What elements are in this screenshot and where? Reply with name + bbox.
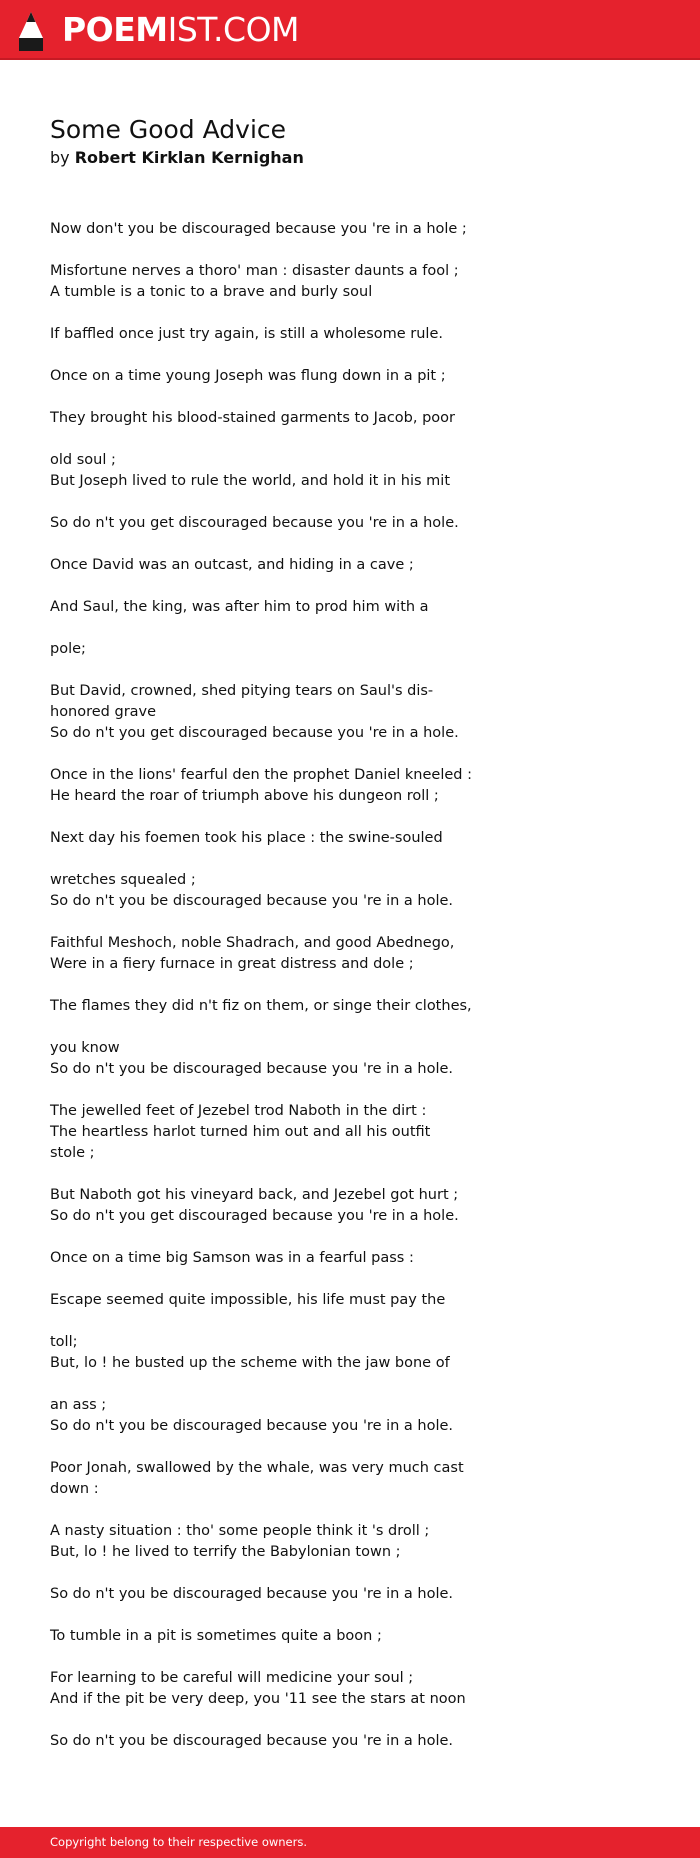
poem-line: So do n't you be discouraged because you 're in a hole.: [50, 1586, 454, 1602]
site-header: [0, 0, 700, 60]
poem-line: If baffled once just try again, is still a wholesome rule.: [50, 326, 443, 342]
stanza-gap: [50, 1563, 470, 1584]
stanza-gap: [50, 618, 470, 639]
footer-copyright: Copyright belong to their respective owners.: [50, 1835, 308, 1849]
poem-line: So do n't you get discouraged because you 're in a hole.: [50, 1208, 459, 1224]
poem-line: So do n't you get discouraged because you 're in a hole.: [50, 515, 459, 531]
poem-line: So do n't you be discouraged because you 're in a hole.: [50, 1061, 454, 1077]
stanza-gap: [50, 1374, 470, 1395]
poem-line: honored grave: [50, 704, 157, 720]
site-logo[interactable]: [62, 10, 299, 50]
stanza-gap: [50, 1080, 470, 1101]
poem-line: The jewelled feet of Jezebel trod Naboth in the dirt :: [50, 1103, 427, 1119]
poem-line: pole;: [50, 641, 86, 657]
poem-line: To tumble in a pit is sometimes quite a boon ;: [50, 1628, 382, 1644]
poem-line: old soul ;: [50, 452, 116, 468]
stanza-gap: [50, 534, 470, 555]
stanza-gap: [50, 1164, 470, 1185]
stanza-gap: [50, 975, 470, 996]
poem-line: Escape seemed quite impossible, his life must pay the: [50, 1292, 446, 1308]
poem-line: So do n't you get discouraged because you 're in a hole.: [50, 725, 459, 741]
poem-line: He heard the roar of triumph above his dungeon roll ;: [50, 788, 439, 804]
stanza-gap: [50, 660, 470, 681]
poem-line: A tumble is a tonic to a brave and burly soul: [50, 284, 373, 300]
stanza-gap: [50, 240, 470, 261]
site-footer: [0, 1827, 700, 1858]
stanza-gap: [50, 1437, 470, 1458]
poem-byline: [50, 147, 304, 169]
poem-line: They brought his blood-stained garments to Jacob, poor: [50, 410, 456, 426]
poem-line: Faithful Meshoch, noble Shadrach, and good Abednego,: [50, 935, 455, 951]
poem-line: an ass ;: [50, 1397, 107, 1413]
poem-line: The flames they did n't fiz on them, or singe their clothes,: [50, 998, 472, 1014]
stanza-gap: [50, 1227, 470, 1248]
poem-title: Some Good Advice: [50, 115, 287, 144]
poem-line: down :: [50, 1481, 99, 1497]
poem-line: For learning to be careful will medicine your soul ;: [50, 1670, 414, 1686]
poem-line: But Naboth got his vineyard back, and Jezebel got hurt ;: [50, 1187, 459, 1203]
poem-line: And Saul, the king, was after him to prod him with a: [50, 599, 429, 615]
poem-line: But, lo ! he busted up the scheme with the jaw bone of: [50, 1355, 450, 1371]
poem-line: Now don't you be discouraged because you 're in a hole ;: [50, 221, 467, 237]
poem-author[interactable]: Robert Kirklan Kernighan: [74, 148, 304, 167]
poem-line: toll;: [50, 1334, 78, 1350]
stanza-gap: [50, 1269, 470, 1290]
stanza-gap: [50, 807, 470, 828]
poem-line: you know: [50, 1040, 120, 1056]
poem-line: So do n't you be discouraged because you 're in a hole.: [50, 1733, 454, 1749]
logo-light-text: IST.COM: [167, 10, 300, 49]
poem-line: Poor Jonah, swallowed by the whale, was very much cast: [50, 1460, 464, 1476]
stanza-gap: [50, 849, 470, 870]
poem-line: Next day his foemen took his place : the swine-souled: [50, 830, 443, 846]
stanza-gap: [50, 1500, 470, 1521]
stanza-gap: [50, 744, 470, 765]
stanza-gap: [50, 303, 470, 324]
logo-bold-text: POEM: [62, 10, 168, 49]
poem-line: So do n't you be discouraged because you 're in a hole.: [50, 1418, 454, 1434]
poem-line: But Joseph lived to rule the world, and hold it in his mit: [50, 473, 451, 489]
poem-line: Once David was an outcast, and hiding in a cave ;: [50, 557, 414, 573]
poem-line: stole ;: [50, 1145, 95, 1161]
poem-line: So do n't you be discouraged because you 're in a hole.: [50, 893, 454, 909]
poem-line: Were in a fiery furnace in great distress and dole ;: [50, 956, 414, 972]
poem-line: Once in the lions' fearful den the prophet Daniel kneeled :: [50, 767, 472, 783]
poem-line: Once on a time big Samson was in a fearful pass :: [50, 1250, 414, 1266]
stanza-gap: [50, 1710, 470, 1731]
poem-body: [50, 219, 470, 1752]
poem-line: wretches squealed ;: [50, 872, 196, 888]
stanza-gap: [50, 492, 470, 513]
poem-line: Once on a time young Joseph was flung down in a pit ;: [50, 368, 446, 384]
pencil-logo-icon[interactable]: [18, 10, 44, 52]
stanza-gap: [50, 912, 470, 933]
poem-line: But, lo ! he lived to terrify the Babylonian town ;: [50, 1544, 401, 1560]
poem-line: And if the pit be very deep, you '11 see the stars at noon: [50, 1691, 466, 1707]
poem-line: A nasty situation : tho' some people think it 's droll ;: [50, 1523, 430, 1539]
stanza-gap: [50, 1605, 470, 1626]
stanza-gap: [50, 1311, 470, 1332]
stanza-gap: [50, 1647, 470, 1668]
stanza-gap: [50, 387, 470, 408]
stanza-gap: [50, 576, 470, 597]
poem-line: But David, crowned, shed pitying tears on Saul's dis-: [50, 683, 434, 699]
stanza-gap: [50, 1017, 470, 1038]
stanza-gap: [50, 429, 470, 450]
poem-line: Misfortune nerves a thoro' man : disaster daunts a fool ;: [50, 263, 459, 279]
poem-line: The heartless harlot turned him out and all his outfit: [50, 1124, 431, 1140]
by-label: by: [50, 148, 70, 167]
stanza-gap: [50, 345, 470, 366]
